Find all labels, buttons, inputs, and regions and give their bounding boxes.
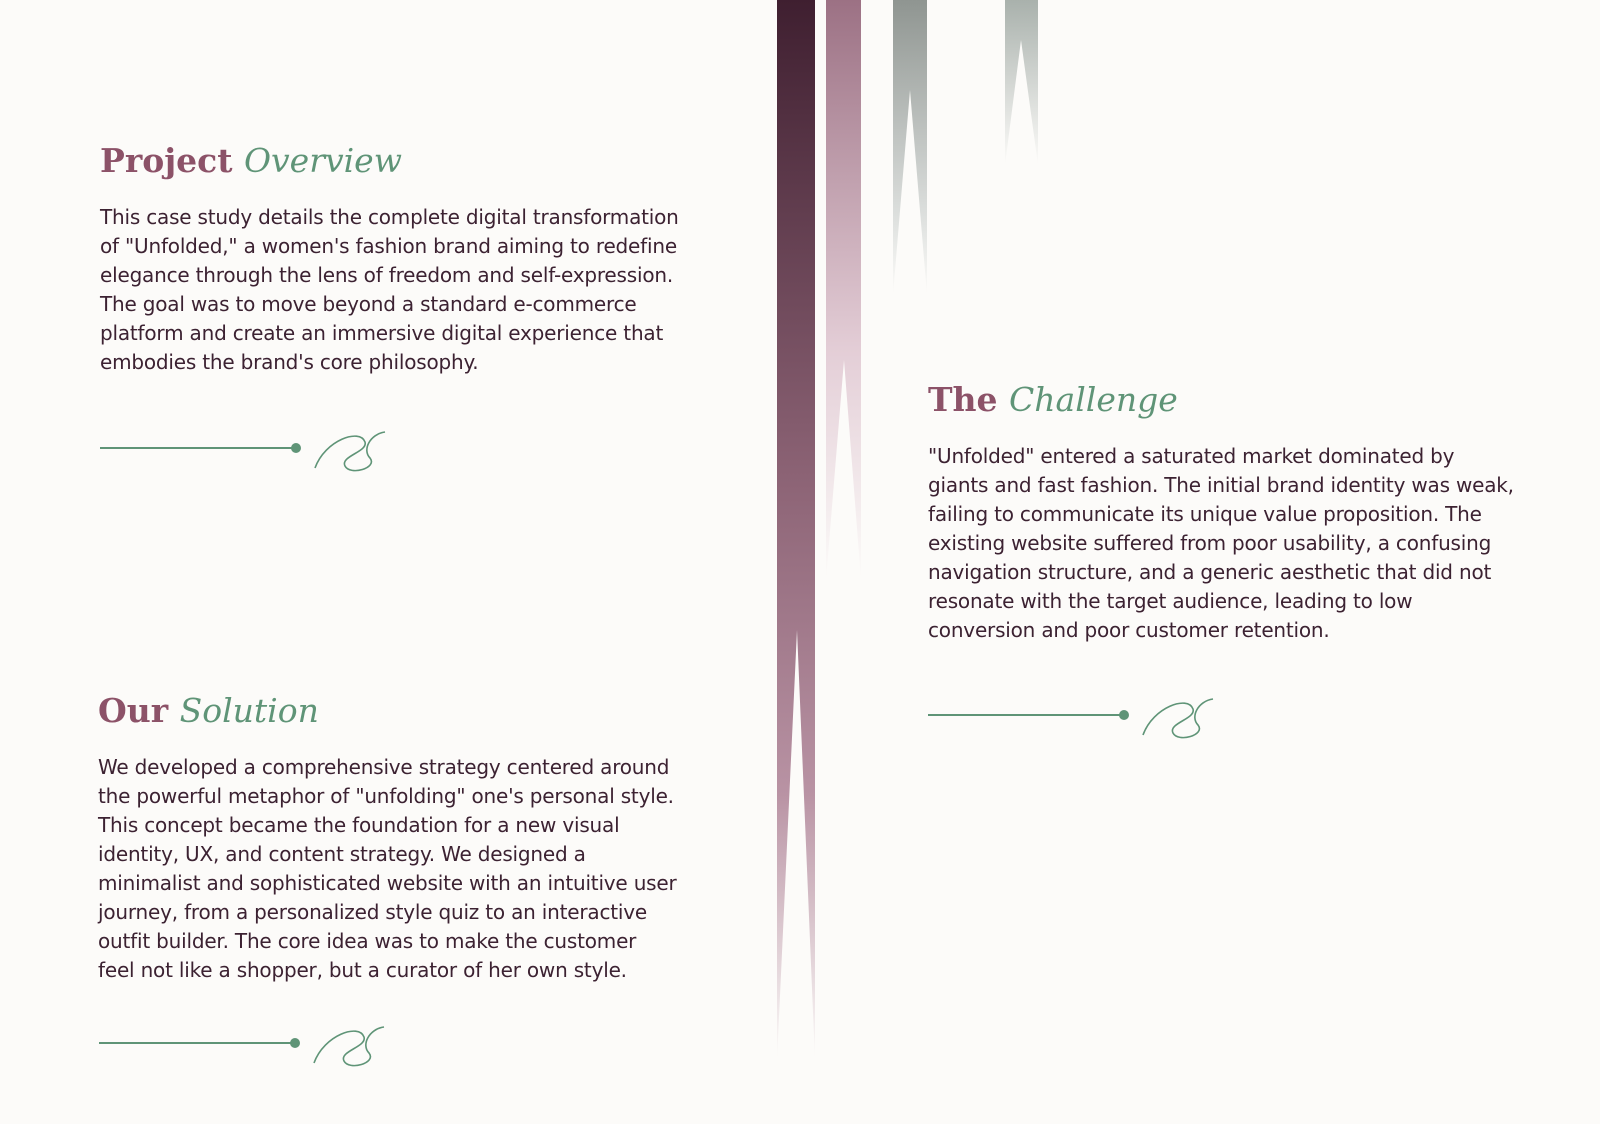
ribbon-grey (893, 0, 927, 295)
solution-title-accent: Solution (179, 691, 319, 730)
solution-body: We developed a comprehensive strategy centered around the powerful metaphor of "unfolding" one's personal style. This concept became the foundation for a new visual identity, UX, and content strategy. We designed a minimalist and sophisticated website with an intuitive user journey, from a personalized style quiz to an interactive outfit builder. The core idea was to make the customer feel not like a shopper, but a curator of her own style. (98, 755, 677, 982)
overview-divider-ornament (100, 420, 400, 480)
ribbon-rose (826, 0, 861, 580)
challenge-heading (928, 380, 1518, 420)
overview-heading (100, 141, 685, 181)
overview-title-main: Project (100, 141, 233, 180)
challenge-body: "Unfolded" entered a saturated market dominated by giants and fast fashion. The initial brand identity was weak, failing to communicate its unique value proposition. The existing website suffered from poor usability, a confusing navigation structure, and a generic aesthetic that did not resonate with the target audience, leading to low conversion and poor customer retention. (928, 444, 1514, 642)
ribbon-grey-small (1005, 0, 1038, 165)
solution-title-main: Our (98, 691, 169, 730)
overview-section (100, 141, 685, 377)
challenge-title-accent: Challenge (1009, 380, 1178, 419)
solution-section (98, 691, 678, 985)
solution-divider-ornament (99, 1015, 399, 1075)
challenge-section (928, 380, 1518, 645)
challenge-title-main: The (928, 380, 998, 419)
solution-heading (98, 691, 678, 731)
challenge-divider-ornament (928, 687, 1228, 747)
overview-title-accent: Overview (243, 141, 402, 180)
ribbon-dark (777, 0, 815, 1060)
overview-body: This case study details the complete digital transformation of "Unfolded," a women's fashion brand aiming to redefine elegance through the lens of freedom and self-expression. The goal was to move beyond a standard e-commerce platform and create an immersive digital experience that embodies the brand's core philosophy. (100, 205, 679, 374)
